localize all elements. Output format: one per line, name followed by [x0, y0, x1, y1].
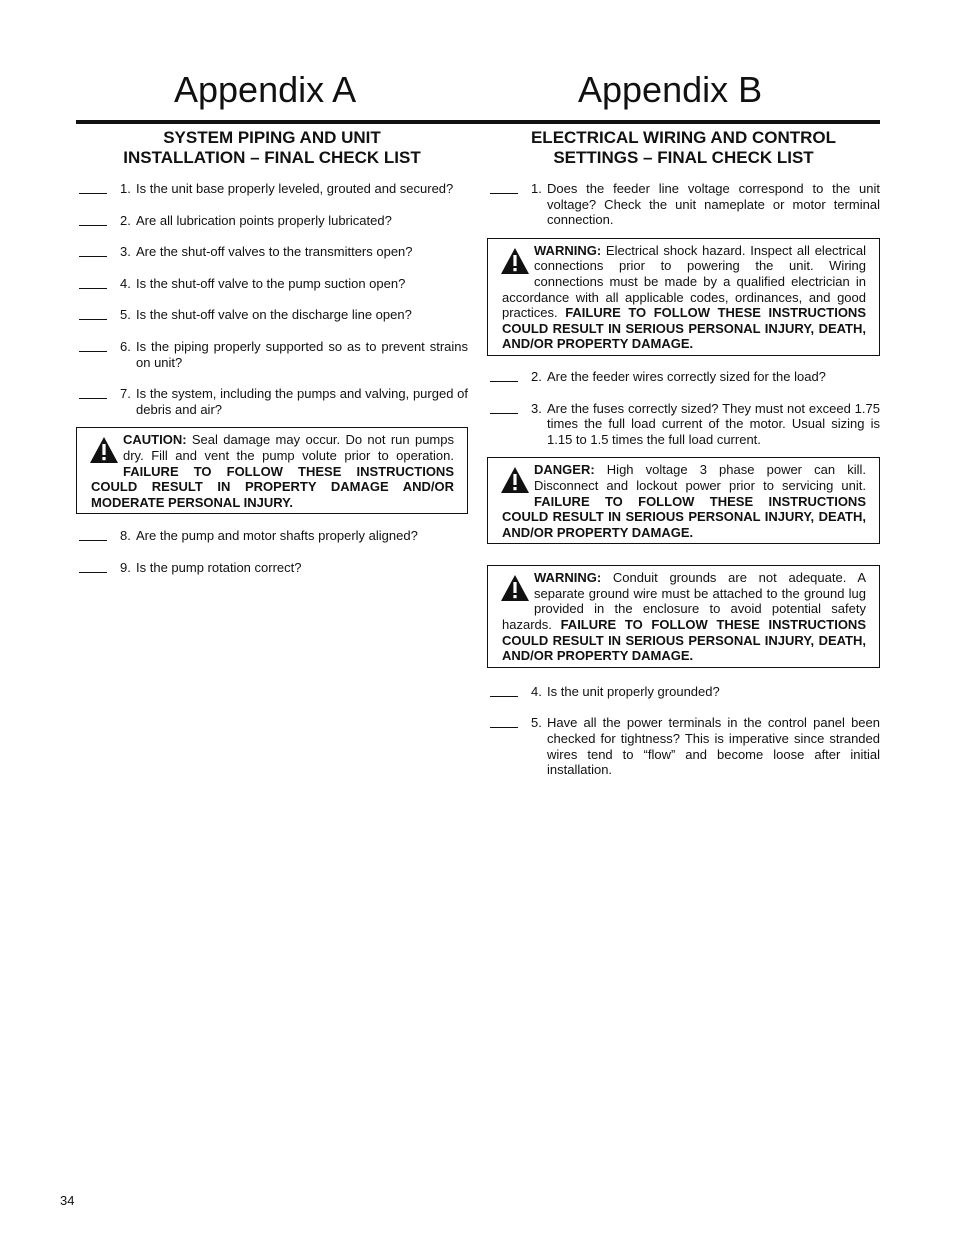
- item-text: Is the piping properly supported so as to prevent strains on unit?: [136, 338, 468, 370]
- item-text: Have all the power terminals in the control panel been checked for tightness? This is imperative since stranded wires tend to “flow” and become loose after initial installation.: [547, 715, 880, 778]
- item-text: Is the shut-off valve to the pump suction open?: [136, 275, 406, 291]
- item-number: 8.: [120, 528, 131, 544]
- item-number: 3.: [120, 244, 131, 260]
- caution-bold-text: FAILURE TO FOLLOW THESE INSTRUCTIONS COULD RESULT IN PROPERTY DAMAGE AND/OR MODERATE PERSONAL INJURY.: [91, 463, 454, 510]
- check-blank: [490, 715, 518, 728]
- danger-box: [487, 457, 880, 544]
- checklist-item: [76, 244, 468, 260]
- item-number: 5.: [531, 715, 542, 731]
- caution-label: CAUTION:: [123, 432, 187, 448]
- item-text: Is the unit base properly leveled, grouted and secured?: [136, 181, 454, 196]
- checklist-item: [487, 401, 880, 448]
- check-blank: [490, 684, 518, 697]
- checklist-item: [76, 560, 468, 576]
- check-blank: [79, 528, 107, 541]
- item-text: Is the system, including the pumps and valving, purged of debris and air?: [136, 386, 468, 417]
- caution-text: Seal damage may occur. Do not run pumps dry. Fill and vent the pump volute prior to operation.: [123, 432, 454, 463]
- warning-label: WARNING:: [534, 242, 602, 258]
- item-number: 1.: [531, 181, 542, 196]
- checklist-item: [76, 307, 468, 323]
- warning-text: Electrical shock hazard. Inspect all electrical connections prior to powering the unit. Wiring connections must be made by a qualified electrician in accordance with all applicable codes, ordinances, and good practices.: [502, 242, 866, 321]
- item-text: Is the shut-off valve on the discharge line open?: [136, 307, 412, 323]
- item-number: 7.: [120, 386, 131, 402]
- item-text: Are the shut-off valves to the transmitters open?: [136, 244, 413, 260]
- page-number: 34: [60, 1193, 75, 1208]
- warning-text: Conduit grounds are not adequate. A separate ground wire must be attached to the ground lug provided in the enclosure to avoid potential safety hazards.: [502, 570, 866, 633]
- item-number: 2.: [120, 212, 131, 228]
- appendix-a-column: [76, 128, 468, 576]
- warning-triangle-icon: [500, 247, 530, 275]
- danger-triangle-icon: [500, 466, 530, 494]
- appendix-a-heading: [76, 128, 468, 168]
- item-number: 4.: [531, 683, 542, 699]
- warning-bold-text: FAILURE TO FOLLOW THESE INSTRUCTIONS COULD RESULT IN SERIOUS PERSONAL INJURY, DEATH, AND/OR PROPERTY DAMAGE.: [502, 617, 866, 664]
- check-blank: [490, 369, 518, 382]
- checklist-item: [76, 276, 468, 292]
- item-text: Are the pump and motor shafts properly aligned?: [136, 528, 418, 544]
- warning-triangle-icon: [89, 436, 119, 464]
- checklist-item: [76, 181, 468, 197]
- danger-label: DANGER:: [534, 462, 595, 478]
- item-number: 1.: [120, 181, 131, 196]
- item-number: 2.: [531, 368, 542, 384]
- item-number: 9.: [120, 559, 131, 575]
- check-blank: [79, 213, 107, 226]
- checklist-item: [487, 181, 880, 228]
- heading-line: ELECTRICAL WIRING AND CONTROL: [530, 128, 837, 147]
- header-rule: [76, 120, 880, 124]
- check-blank: [490, 181, 518, 194]
- check-blank: [79, 307, 107, 320]
- warning-box: [487, 238, 880, 356]
- danger-text: High voltage 3 phase power can kill. Disconnect and lockout power prior to servicing unit.: [534, 462, 866, 493]
- heading-line: INSTALLATION – FINAL CHECK LIST: [123, 148, 421, 167]
- item-text: Is the unit properly grounded?: [547, 683, 720, 699]
- check-blank: [79, 276, 107, 289]
- danger-bold-text: FAILURE TO FOLLOW THESE INSTRUCTIONS COULD RESULT IN SERIOUS PERSONAL INJURY, DEATH, AND/OR PROPERTY DAMAGE.: [502, 493, 866, 540]
- check-blank: [79, 181, 107, 194]
- appendix-b-title: Appendix B: [578, 69, 763, 110]
- heading-line: SYSTEM PIPING AND UNIT: [163, 128, 381, 147]
- warning-box: [487, 565, 880, 668]
- warning-triangle-icon: [500, 574, 530, 602]
- check-blank: [490, 401, 518, 414]
- appendix-b-column: [487, 128, 880, 778]
- check-blank: [79, 386, 107, 399]
- checklist-item: [76, 528, 468, 544]
- item-text: Are all lubrication points properly lubricated?: [136, 212, 392, 228]
- heading-line: SETTINGS – FINAL CHECK LIST: [553, 148, 814, 167]
- checklist-item: [76, 339, 468, 370]
- checklist-item: [76, 386, 468, 417]
- item-number: 5.: [120, 307, 131, 323]
- warning-bold-text: FAILURE TO FOLLOW THESE INSTRUCTIONS COULD RESULT IN SERIOUS PERSONAL INJURY, DEATH, AND/OR PROPERTY DAMAGE.: [502, 305, 866, 352]
- item-text: Are the fuses correctly sized? They must not exceed 1.75 times the full load current of the motor. Usual sizing is 1.15 to 1.5 times the full load current.: [547, 400, 880, 447]
- appendix-b-heading: [487, 128, 880, 168]
- checklist-item: [76, 213, 468, 229]
- check-blank: [79, 244, 107, 257]
- checklist-item: [487, 369, 880, 385]
- item-text: Does the feeder line voltage correspond to the unit voltage? Check the unit nameplate or motor terminal connection.: [547, 181, 880, 228]
- item-text: Are the feeder wires correctly sized for the load?: [547, 368, 826, 384]
- check-blank: [79, 339, 107, 352]
- item-number: 4.: [120, 275, 131, 291]
- check-blank: [79, 560, 107, 573]
- warning-label: WARNING:: [534, 570, 602, 586]
- checklist-item: [487, 684, 880, 700]
- caution-box: [76, 427, 468, 514]
- checklist-item: [487, 715, 880, 777]
- item-number: 3.: [531, 400, 542, 416]
- item-text: Is the pump rotation correct?: [136, 559, 302, 575]
- appendix-a-title: Appendix A: [174, 69, 357, 110]
- item-number: 6.: [120, 338, 131, 354]
